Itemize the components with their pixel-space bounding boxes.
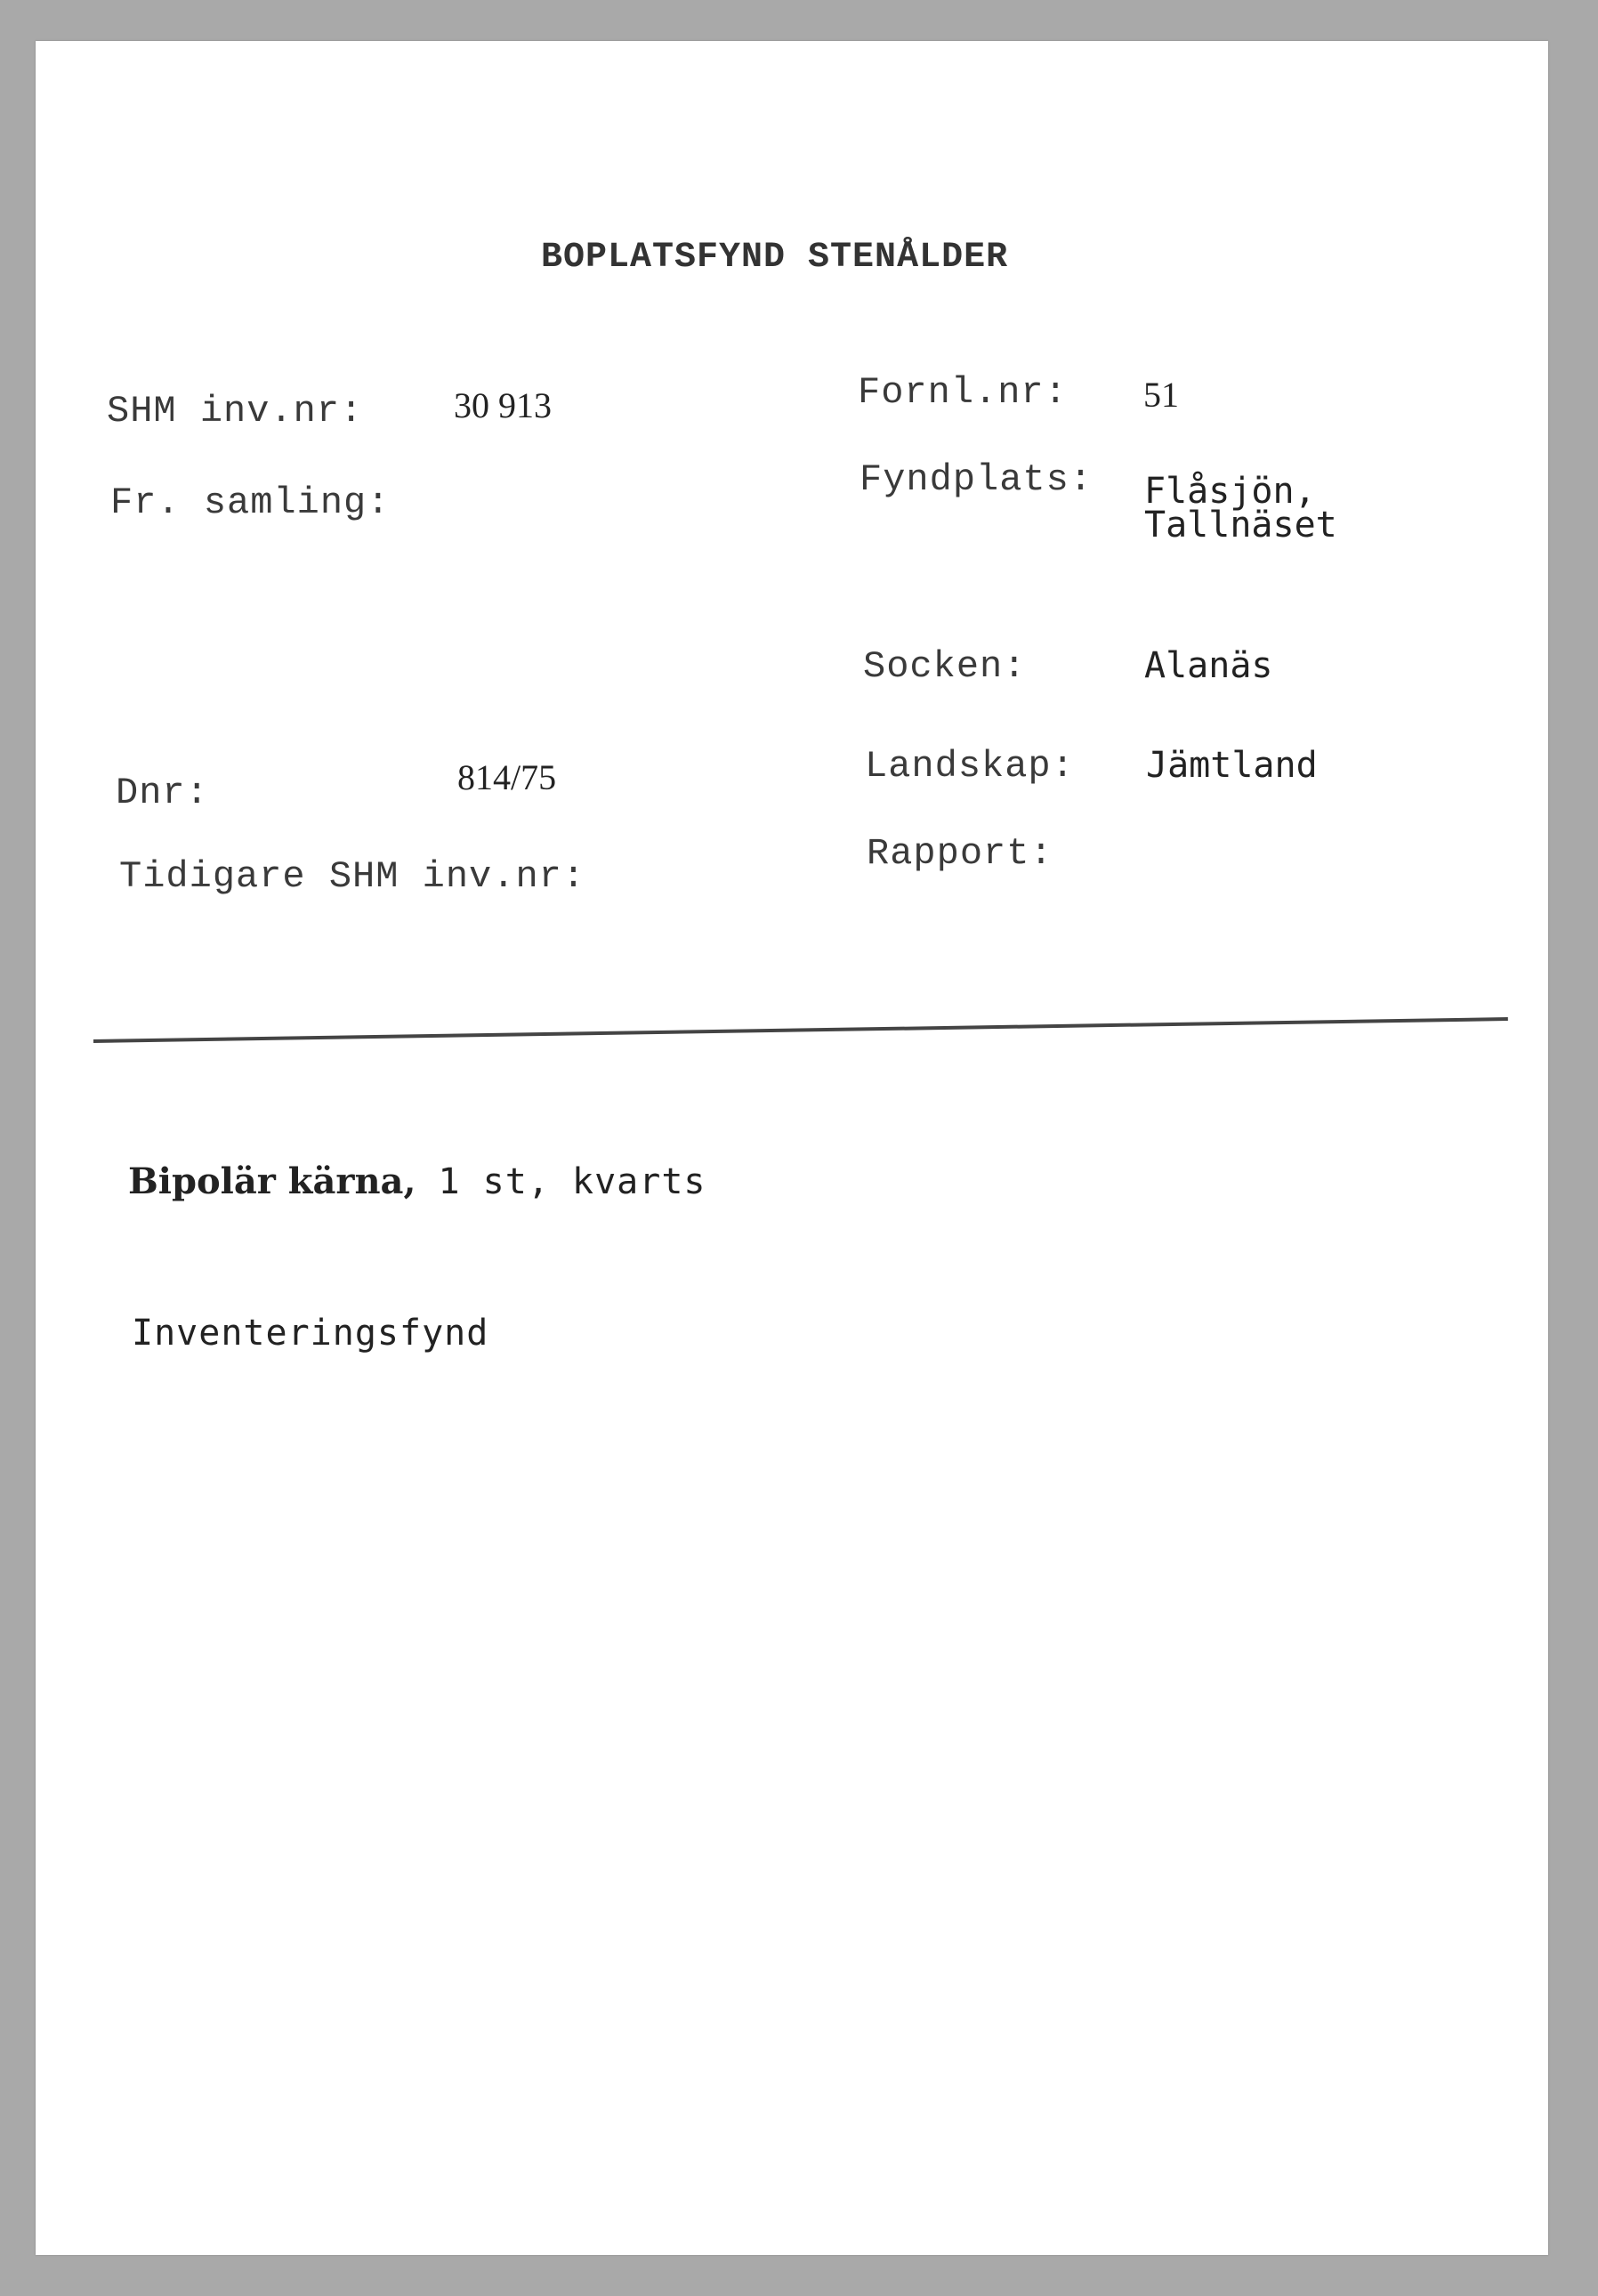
tidigare-shm-label: Tidigare SHM inv.nr: xyxy=(119,855,586,898)
rapport-label: Rapport: xyxy=(867,832,1053,875)
dnr-label: Dnr: xyxy=(116,772,209,814)
fr-samling-label: Fr. samling: xyxy=(110,481,391,524)
fornl-nr-value: 51 xyxy=(1143,375,1179,415)
object-description xyxy=(128,1160,706,1202)
dnr-value: 814/75 xyxy=(457,757,557,797)
shm-inv-nr-value: 30 913 xyxy=(454,385,552,425)
shm-inv-nr-label: SHM inv.nr: xyxy=(107,390,364,433)
fornl-nr-label: Fornl.nr: xyxy=(858,371,1068,414)
fyndplats-value-line2: Tallnäset xyxy=(1144,505,1337,546)
object-details: 1 st, kvarts xyxy=(438,1161,706,1202)
landskap-value: Jämtland xyxy=(1146,745,1318,786)
object-name: Bipolär kärna, xyxy=(128,1160,416,1202)
landskap-label: Landskap: xyxy=(865,745,1075,788)
catalog-card xyxy=(36,41,1548,2255)
fyndplats-value-line1: Flåsjön, xyxy=(1144,471,1316,512)
socken-value: Alanäs xyxy=(1144,645,1273,686)
socken-label: Socken: xyxy=(863,645,1027,688)
find-note: Inventeringsfynd xyxy=(132,1313,489,1354)
fyndplats-label: Fyndplats: xyxy=(860,458,1094,501)
card-title: BOPLATSFYND STENÅLDER xyxy=(541,238,1009,278)
